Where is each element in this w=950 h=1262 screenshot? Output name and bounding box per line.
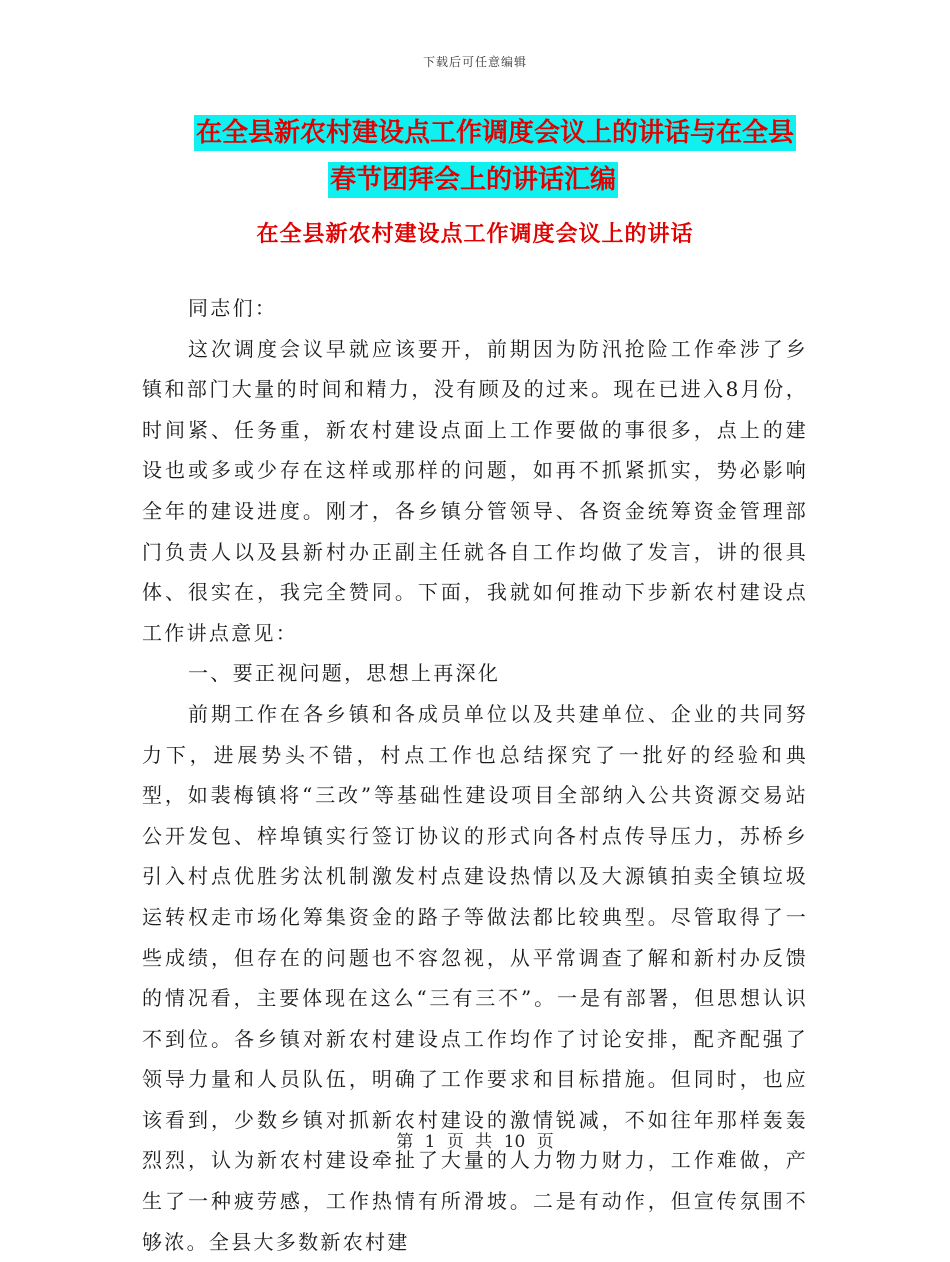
salutation-paragraph: 同志们：: [188, 296, 278, 320]
body-paragraph: 这次调度会议早就应该要开，前期因为防汛抢险工作牵涉了乡镇和部门大量的时间和精力，没有顾及的过来。现在已进入8月份，时间紧、任务重，新农村建设点面上工作要做的事很多，点上的建设也或多或少存在这样或那样的问题，如再不抓紧抓实，势必影响全年的建设进度。刚才，各乡镇分管领导、各资金统筹资金管理部门负责人以及县新村办正副主任就各自工作均做了发言，讲的很具体、很实在，我完全赞同。下面，我就如何推动下步新农村建设点工作讲点意见：: [142, 336, 808, 645]
document-main-title: [140, 110, 810, 204]
main-title-line-2-text: 春节团拜会上的讲话汇编: [328, 162, 618, 198]
page-footer: 第 1 页 共 10 页: [396, 1132, 554, 1152]
header-note: 下载后可任意编辑: [422, 55, 527, 69]
main-title-line-1: [140, 110, 810, 157]
main-title-line-2: [140, 157, 810, 204]
document-body: [142, 288, 808, 1262]
body-paragraph: 前期工作在各乡镇和各成员单位以及共建单位、企业的共同努力下，进展势头不错，村点工作也总结探究了一批好的经验和典型，如裴梅镇将“三改”等基础性建设项目全部纳入公共资源交易站公开发包、梓埠镇实行签订协议的形式向各村点传导压力，苏桥乡引入村点优胜劣汰机制激发村点建设热情以及大源镇拍卖全镇垃圾运转权走市场化筹集资金的路子等做法都比较典型。尽管取得了一些成绩，但存在的问题也不容忽视，从平常调查了解和新村办反馈的情况看，主要体现在这么“三有三不”。一是有部署，但思想认识不到位。各乡镇对新农村建设点工作均作了讨论安排，配齐配强了领导力量和人员队伍，明确了工作要求和目标措施。但同时，也应该看到，少数乡镇对抓新农村建设的激情锐减，不如往年那样轰轰烈烈，认为新农村建设牵扯了大量的人力物力财力，工作难做，产生了一种疲劳感，工作热情有所滑坡。二是有动作，但宣传氛围不够浓。全县大多数新农村建: [142, 701, 808, 1254]
main-title-line-1-text: 在全县新农村建设点工作调度会议上的讲话与在全县: [194, 115, 796, 151]
section-heading-paragraph: 一、要正视问题，思想上再深化: [188, 661, 501, 686]
section-title: 在全县新农村建设点工作调度会议上的讲话: [256, 222, 694, 247]
